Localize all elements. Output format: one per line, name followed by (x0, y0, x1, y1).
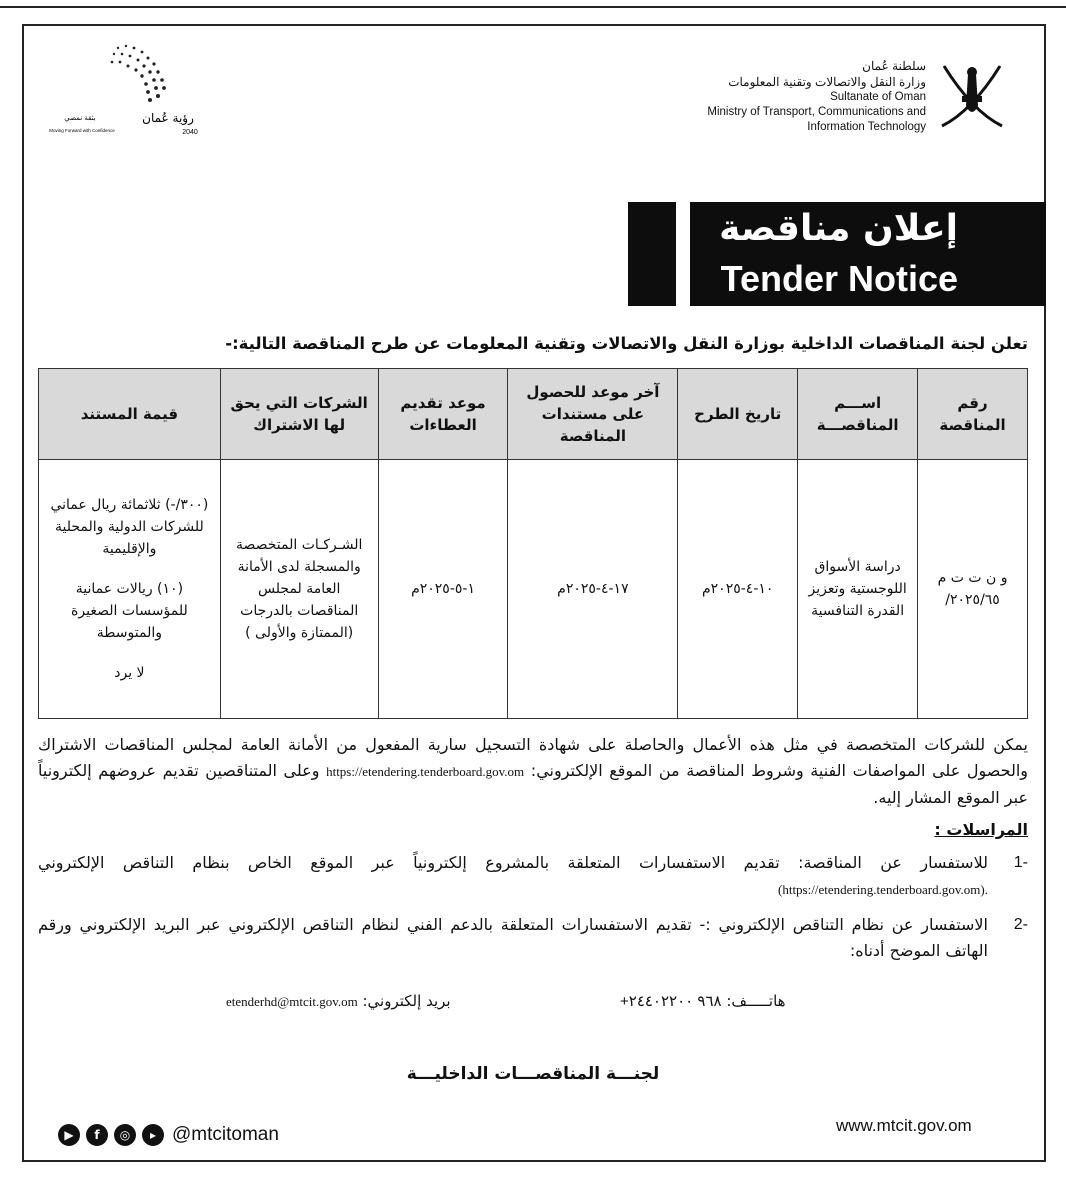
eligible-companies-value: الشـركـات المتخصصة والمسجلة لدى الأمانة العامة لمجلس المناقصات بالدرجات (الممتازة والأولى ) (235, 537, 363, 641)
cell-document-value (39, 460, 221, 719)
instagram-icon[interactable]: ◎ (114, 1124, 136, 1146)
header-document-value: قيمة المستند (39, 369, 221, 460)
email-label: بريد إلكتروني: (362, 992, 451, 1010)
list-item-number: -1 (1013, 854, 1028, 871)
inquiry-tender-text: للاستفسار عن المناقصة: تقديم الاستفسارات المتعلقة بالمشروع إلكترونياً عبر الموقع الخاص بنظام التناقص الإلكتروني (38, 853, 988, 872)
ministry-ar-line-1: سلطنة عُمان (862, 59, 926, 73)
document-value-sme: (١٠) ريالات عمانية للمؤسسات الصغيرة والمتوسطة (71, 581, 188, 641)
cell-issue-date (678, 460, 798, 719)
issue-date-value: ١٠-٤-٢٠٢٥م (701, 581, 774, 597)
etendering-link-2[interactable]: (https://etendering.tenderboard.gov.om). (778, 882, 988, 897)
eligibility-text-end: وعلى المتناقصين تقديم عروضهم إلكترونياً عبر الموقع المشار إليه. (38, 761, 1028, 807)
cell-tender-name (798, 460, 918, 719)
title-banner (628, 202, 1046, 306)
email-value[interactable]: etenderhd@mtcit.gov.om (226, 994, 358, 1009)
ministry-en-line-1: Sultanate of Oman (830, 91, 926, 103)
tender-name-value: دراسة الأسواق اللوجستية وتعزيز القدرة التنافسية (808, 559, 907, 619)
vision-logo-text: رؤية عُمان (142, 111, 194, 125)
correspondence-heading: المراسلات : (934, 820, 1028, 839)
facebook-icon[interactable]: f (86, 1124, 108, 1146)
ministry-header (640, 58, 926, 135)
youtube-icon[interactable]: ▶ (58, 1124, 80, 1146)
tender-table (38, 368, 1028, 719)
vision-logo-tagline-ar: بثقة نمضي (64, 114, 96, 122)
header-tender-name: اســـم المناقصـــة (798, 369, 918, 460)
oman-emblem-icon (932, 56, 1012, 138)
oman-vision-2040-logo (49, 40, 248, 150)
contact-phone (620, 992, 786, 1010)
cell-bids-deadline (378, 460, 508, 719)
social-handle[interactable]: @mtcitoman (172, 1124, 279, 1145)
table-header-row (39, 369, 1028, 460)
ministry-en-line-2: Ministry of Transport, Communications and (707, 106, 926, 118)
x-icon[interactable]: ▸ (142, 1124, 164, 1146)
table-row (39, 460, 1028, 719)
list-item (38, 912, 1028, 964)
vision-logo-tagline-en: Moving Forward with Confidence (49, 128, 115, 133)
document-value-international: (٣٠٠/-) ثلاثمائة ريال عماني للشركات الدولية والمحلية والإقليمية (50, 497, 209, 557)
header-bids-deadline: موعد تقديم العطاءات (378, 369, 508, 460)
top-rule (0, 6, 1066, 8)
docs-deadline-value: ١٧-٤-٢٠٢٥م (557, 581, 629, 597)
title-arabic: إعلان مناقصة (719, 208, 958, 249)
website-link[interactable]: www.mtcit.gov.om (836, 1116, 972, 1135)
list-item-text (38, 850, 988, 903)
inquiry-system-text: الاستفسار عن نظام التناقص الإلكتروني :- تقديم الاستفسارات المتعلقة بالدعم الفني لنظام التناقص الإلكتروني عبر البريد الإلكتروني ورقم الهاتف الموضح أدناه: (38, 915, 988, 960)
vision-logo-dots (111, 45, 166, 102)
title-english: Tender Notice (720, 258, 958, 299)
document-value-nonrefundable: لا يرد (114, 665, 145, 681)
cell-tender-number (918, 460, 1028, 719)
tender-number-value: و ن ت ت م ٢٠٢٥/٦٥/ (937, 570, 1008, 608)
intro-text: تعلن لجنة المناقصات الداخلية بوزارة النقل والاتصالات وتقنية المعلومات عن طرح المناقصة التالية:- (225, 334, 1028, 353)
committee-signature: لجنـــة المناقصـــات الداخليـــة (406, 1064, 660, 1084)
cell-eligible-companies (220, 460, 378, 719)
vision-logo-year: 2040 (182, 129, 198, 136)
list-item (38, 850, 1028, 903)
contact-email (226, 992, 451, 1010)
header-docs-deadline: آخر موعد للحصول على مستندات المناقصة (508, 369, 678, 460)
header-eligible-companies: الشركات التي يحق لها الاشتراك (220, 369, 378, 460)
header-tender-number: رقم المناقصة (918, 369, 1028, 460)
list-item-text (38, 912, 988, 964)
eligibility-text: يمكن للشركات المتخصصة في مثل هذه الأعمال والحاصلة على شهادة التسجيل سارية المفعول من الأمانة العامة لمجلس المناقصات الاشتراك والحصول على المواصفات الفنية وشروط المناقصة من الموقع الإلكتروني: (38, 735, 1029, 780)
list-item-number: -2 (1013, 916, 1028, 933)
social-links (58, 1124, 279, 1146)
ministry-en-line-3: Information Technology (807, 121, 926, 133)
eligibility-paragraph (38, 732, 1028, 811)
cell-docs-deadline (508, 460, 678, 719)
etendering-link[interactable]: https://etendering.tenderboard.gov.om (326, 764, 525, 779)
header-issue-date: تاريخ الطرح (678, 369, 798, 460)
phone-value[interactable]: +٩٦٨ ٢٤٤٠٢٢٠٠ (620, 993, 722, 1010)
bids-deadline-value: ١-٥-٢٠٢٥م (411, 581, 475, 597)
ministry-ar-line-2: وزارة النقل والاتصالات وتقنية المعلومات (728, 75, 926, 89)
phone-label: هاتـــــف: (726, 992, 786, 1010)
